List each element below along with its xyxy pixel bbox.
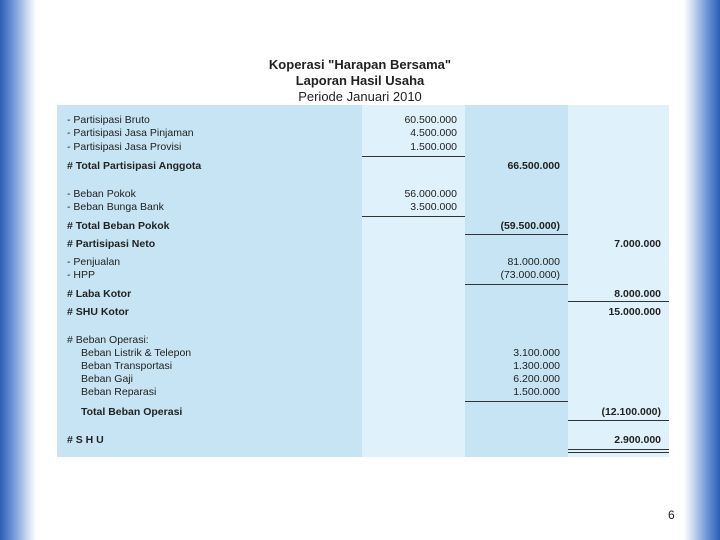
row-label: Beban Listrik & Telepon: [81, 347, 192, 359]
row-label: # SHU Kotor: [67, 306, 129, 318]
row-value: 1.500.000: [410, 141, 457, 153]
label-column: [57, 105, 362, 457]
row-label: Total Beban Operasi: [81, 406, 183, 418]
row-label: Beban Transportasi: [81, 360, 173, 372]
row-value: 6.200.000: [513, 373, 560, 385]
row-value: 7.000.000: [614, 238, 661, 250]
amount-column-1: [362, 105, 465, 457]
subtotal-rule: [568, 420, 669, 421]
row-label: - HPP: [67, 269, 96, 281]
row-value: 1.300.000: [513, 360, 560, 372]
row-value: 4.500.000: [410, 127, 457, 139]
row-value: (59.500.000): [500, 220, 560, 232]
subtotal-rule: [362, 156, 465, 157]
row-label: # Laba Kotor: [67, 288, 132, 300]
row-label: - Partisipasi Jasa Pinjaman: [67, 127, 194, 139]
row-value: 15.000.000: [608, 306, 661, 318]
report-title: [0, 57, 720, 105]
row-label: - Beban Bunga Bank: [67, 201, 164, 213]
total-double-rule: [568, 449, 669, 450]
row-value: (73.000.000): [500, 269, 560, 281]
row-label: # Total Beban Pokok: [67, 220, 170, 232]
row-value: 66.500.000: [507, 160, 560, 172]
income-statement-table: [57, 105, 669, 457]
total-double-rule: [568, 452, 669, 453]
subtotal-rule: [465, 234, 568, 235]
row-value: 3.500.000: [410, 201, 457, 213]
row-label: # Partisipasi Neto: [67, 238, 156, 250]
row-value: 56.000.000: [404, 188, 457, 200]
row-value: 3.100.000: [513, 347, 560, 359]
amount-column-3: [568, 105, 669, 457]
row-label: # S H U: [67, 434, 104, 446]
cooperative-name: Koperasi "Harapan Bersama": [268, 57, 452, 72]
row-label: Beban Reparasi: [81, 386, 157, 398]
row-value: 2.900.000: [614, 434, 661, 446]
row-label: - Partisipasi Bruto: [67, 114, 150, 126]
subtotal-rule: [465, 401, 568, 402]
row-value: 1.500.000: [513, 386, 560, 398]
section-label: # Beban Operasi:: [67, 334, 149, 346]
subtotal-rule: [568, 301, 669, 302]
report-name: Laporan Hasil Usaha: [295, 73, 425, 88]
subtotal-rule: [362, 216, 465, 217]
report-period: Periode Januari 2010: [298, 89, 422, 104]
page-number: 6: [668, 508, 675, 522]
row-value: (12.100.000): [601, 406, 661, 418]
row-label: Beban Gaji: [81, 373, 133, 385]
row-label: # Total Partisipasi Anggota: [67, 160, 202, 172]
row-value: 60.500.000: [404, 114, 457, 126]
subtotal-rule: [465, 284, 568, 285]
row-label: - Beban Pokok: [67, 188, 136, 200]
row-label: - Partisipasi Jasa Provisi: [67, 141, 182, 153]
row-value: 8.000.000: [614, 288, 661, 300]
row-value: 81.000.000: [507, 256, 560, 268]
amount-column-2: [465, 105, 568, 457]
row-label: - Penjualan: [67, 256, 121, 268]
